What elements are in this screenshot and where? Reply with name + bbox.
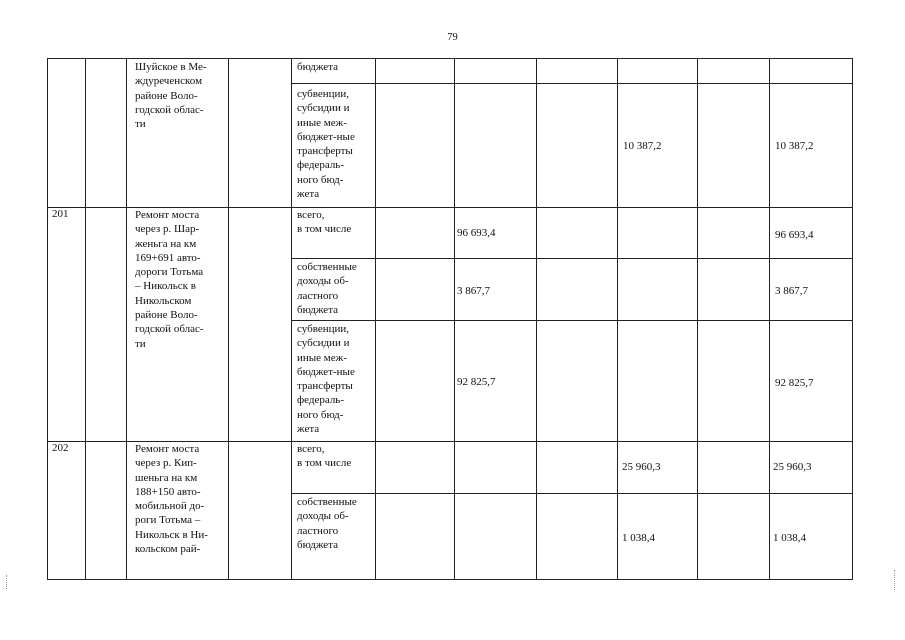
funding-source: всего, в том числе <box>297 443 352 470</box>
col-divider <box>375 59 376 579</box>
funding-source: бюджета <box>297 61 339 73</box>
row-divider <box>291 83 852 84</box>
col-divider <box>617 59 618 579</box>
funding-source: субвенции, субсидии и иные меж- бюджет-ные трансферты федераль- ного бюд- жета <box>297 88 355 201</box>
col-divider <box>291 59 292 579</box>
amount-total: 3 867,7 <box>775 285 808 297</box>
row-number: 202 <box>52 442 69 454</box>
amount-total: 96 693,4 <box>775 229 814 241</box>
amount-value: 92 825,7 <box>457 376 496 388</box>
funding-source: субвенции, субсидии и иные меж- бюджет-ные трансферты федераль- ного бюд- жета <box>297 323 355 436</box>
amount-value: 25 960,3 <box>622 461 661 473</box>
col-divider <box>228 59 229 579</box>
col-divider <box>536 59 537 579</box>
scan-artifact <box>6 575 8 589</box>
col-divider <box>769 59 770 579</box>
amount-total: 10 387,2 <box>775 140 814 152</box>
object-name: Ремонт моста через р. Шар- женьга на км 169+691 авто- дороги Тотьма – Никольск в Никольском районе Воло- годской облас- ти <box>135 209 204 350</box>
amount-value: 1 038,4 <box>622 532 655 544</box>
funding-source: собственные доходы об- ластного бюджета <box>297 496 357 551</box>
amount-total: 25 960,3 <box>773 461 812 473</box>
funding-source: собственные доходы об- ластного бюджета <box>297 261 357 316</box>
scan-artifact <box>894 570 896 590</box>
object-name: Ремонт моста через р. Кип- шеньга на км 188+150 авто- мобильной до- роги Тотьма – Никольск в Ни- кольском рай- <box>135 443 208 556</box>
object-name: Шуйское в Ме- ждуреченском районе Воло- годской облас- ти <box>135 61 207 131</box>
col-divider <box>85 59 86 579</box>
amount-total: 92 825,7 <box>775 377 814 389</box>
row-divider <box>291 320 852 321</box>
col-divider <box>697 59 698 579</box>
col-divider <box>454 59 455 579</box>
funding-source: всего, в том числе <box>297 209 352 236</box>
row-divider <box>291 258 852 259</box>
amount-total: 1 038,4 <box>773 532 806 544</box>
row-number: 201 <box>52 208 69 220</box>
row-divider <box>291 493 852 494</box>
page-number: 79 <box>447 32 458 43</box>
amount-value: 96 693,4 <box>457 227 496 239</box>
col-divider <box>126 59 127 579</box>
budget-table <box>47 58 853 580</box>
amount-value: 10 387,2 <box>623 140 662 152</box>
amount-value: 3 867,7 <box>457 285 490 297</box>
